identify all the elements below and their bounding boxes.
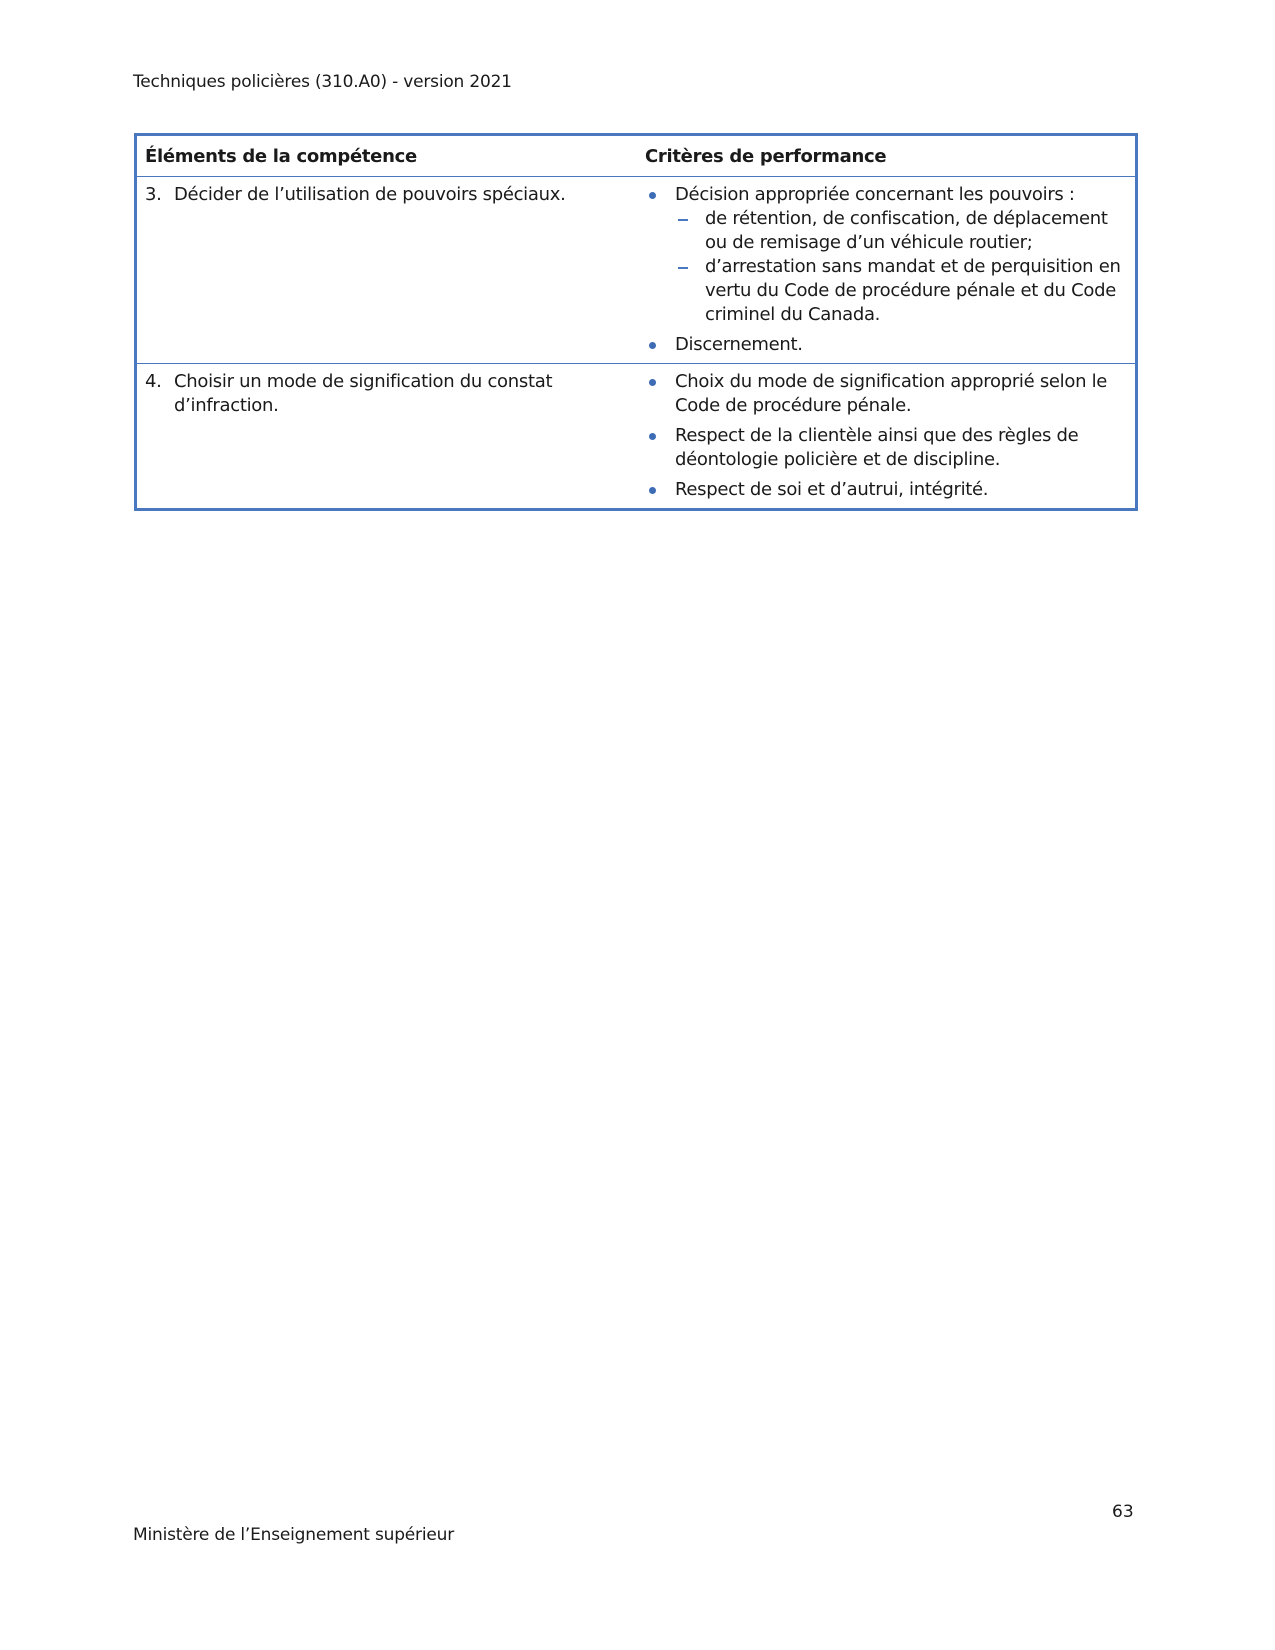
- column-header-elements: Éléments de la compétence: [137, 136, 637, 177]
- criteria-item: [645, 424, 1127, 472]
- sub-criteria-text: de rétention, de confiscation, de déplacement ou de remisage d’un véhicule routier;: [705, 208, 1108, 253]
- criteria-item: [645, 183, 1127, 327]
- dash-icon: [678, 267, 688, 269]
- table-header-row: [137, 136, 1135, 177]
- bullet-icon: [649, 433, 656, 440]
- criteria-text: Choix du mode de signification approprié selon le Code de procédure pénale.: [675, 371, 1108, 416]
- criteria-cell: [637, 364, 1135, 509]
- dash-icon: [678, 219, 688, 221]
- criteria-text: Décision appropriée concernant les pouvoirs :: [675, 184, 1075, 205]
- column-header-criteria: Critères de performance: [637, 136, 1135, 177]
- element-number: 3.: [145, 184, 162, 205]
- competence-table: [134, 133, 1138, 511]
- criteria-item: [645, 370, 1127, 418]
- sub-criteria-item: [675, 255, 1127, 327]
- sub-criteria-list: [675, 207, 1127, 327]
- criteria-list: [645, 370, 1127, 502]
- element-text: Choisir un mode de signification du constat d’infraction.: [174, 371, 553, 416]
- criteria-item: [645, 333, 1127, 357]
- criteria-cell: [637, 177, 1135, 364]
- bullet-icon: [649, 487, 656, 494]
- bullet-icon: [649, 379, 656, 386]
- page-footer: Ministère de l’Enseignement supérieur: [133, 1525, 454, 1545]
- table-row: [137, 364, 1135, 509]
- sub-criteria-item: [675, 207, 1127, 255]
- element-text: Décider de l’utilisation de pouvoirs spéciaux.: [174, 184, 566, 205]
- table-row: [137, 177, 1135, 364]
- element-cell: [137, 177, 637, 364]
- criteria-item: [645, 478, 1127, 502]
- criteria-text: Respect de soi et d’autrui, intégrité.: [675, 479, 989, 500]
- criteria-list: [645, 183, 1127, 357]
- element-number: 4.: [145, 371, 162, 392]
- element-cell: [137, 364, 637, 509]
- criteria-text: Respect de la clientèle ainsi que des règles de déontologie policière et de discipline.: [675, 425, 1079, 470]
- bullet-icon: [649, 192, 656, 199]
- page-header: Techniques policières (310.A0) - version 2021: [133, 72, 512, 92]
- page-number: 63: [1112, 1502, 1134, 1522]
- bullet-icon: [649, 342, 656, 349]
- criteria-text: Discernement.: [675, 334, 803, 355]
- sub-criteria-text: d’arrestation sans mandat et de perquisition en vertu du Code de procédure pénale et du Code criminel du Canada.: [705, 256, 1121, 325]
